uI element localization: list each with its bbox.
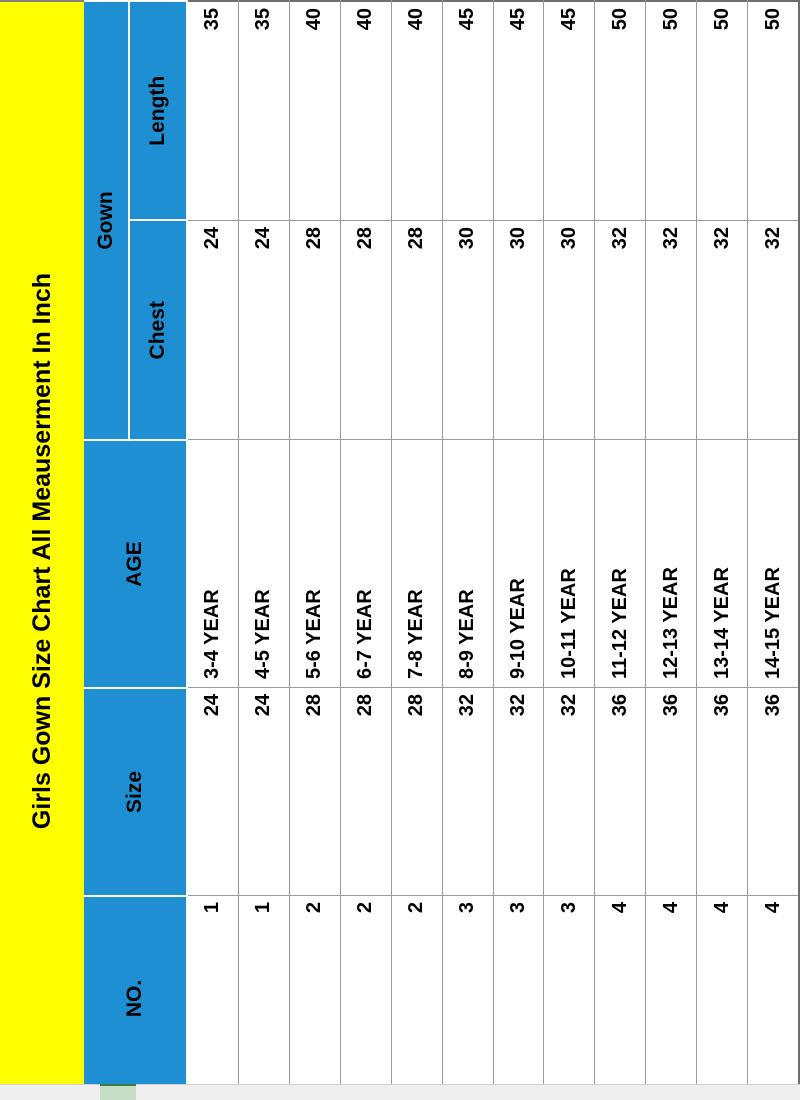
cell-size: 28 xyxy=(392,687,442,895)
cell-age: 6-7 YEAR xyxy=(341,439,391,687)
cell-no: 3 xyxy=(494,895,544,1100)
chart-title-band xyxy=(0,0,84,1100)
cell-no: 2 xyxy=(392,895,442,1100)
cell-age: 3-4 YEAR xyxy=(188,439,238,687)
cell-chest: 28 xyxy=(392,220,442,439)
cell-size: 36 xyxy=(748,687,798,895)
cell-chest: 32 xyxy=(697,220,747,439)
cell-age: 9-10 YEAR xyxy=(494,439,544,687)
cell-age: 14-15 YEAR xyxy=(748,439,798,687)
cell-size: 28 xyxy=(290,687,340,895)
cell-length: 50 xyxy=(748,0,798,220)
cell-length: 50 xyxy=(595,0,645,220)
cell-size: 36 xyxy=(595,687,645,895)
cell-age: 7-8 YEAR xyxy=(392,439,442,687)
cell-chest: 32 xyxy=(748,220,798,439)
table-row xyxy=(544,0,595,1100)
cell-length: 45 xyxy=(544,0,594,220)
cell-length: 40 xyxy=(341,0,391,220)
cell-age: 12-13 YEAR xyxy=(646,439,696,687)
cell-age: 10-11 YEAR xyxy=(544,439,594,687)
table-row xyxy=(392,0,443,1100)
cell-length: 35 xyxy=(239,0,289,220)
column-header-length: Length xyxy=(146,75,169,146)
cell-size: 32 xyxy=(443,687,493,895)
table-row xyxy=(646,0,697,1100)
cell-age: 13-14 YEAR xyxy=(697,439,747,687)
table-row xyxy=(748,0,800,1100)
cell-size: 24 xyxy=(188,687,238,895)
cell-length: 40 xyxy=(290,0,340,220)
table-row xyxy=(494,0,545,1100)
cell-no: 2 xyxy=(290,895,340,1100)
column-header-no: NO. xyxy=(84,895,186,1100)
column-group-label-gown: Gown xyxy=(84,2,130,439)
cell-length: 50 xyxy=(646,0,696,220)
table-row xyxy=(341,0,392,1100)
table-row xyxy=(443,0,494,1100)
column-group-subheaders xyxy=(130,2,186,439)
cell-chest: 30 xyxy=(544,220,594,439)
cell-no: 2 xyxy=(341,895,391,1100)
cell-chest: 32 xyxy=(595,220,645,439)
cell-size: 24 xyxy=(239,687,289,895)
sheet-tab-marker[interactable] xyxy=(100,1084,136,1100)
cell-length: 50 xyxy=(697,0,747,220)
cell-age: 5-6 YEAR xyxy=(290,439,340,687)
cell-size: 32 xyxy=(544,687,594,895)
cell-size: 36 xyxy=(646,687,696,895)
table-row xyxy=(697,0,748,1100)
cell-no: 3 xyxy=(443,895,493,1100)
cell-size: 32 xyxy=(494,687,544,895)
cell-length: 45 xyxy=(443,0,493,220)
cell-chest: 28 xyxy=(290,220,340,439)
cell-no: 3 xyxy=(544,895,594,1100)
cell-no: 1 xyxy=(239,895,289,1100)
column-header-chest: Chest xyxy=(130,220,186,440)
table-body xyxy=(188,0,800,1100)
cell-length: 45 xyxy=(494,0,544,220)
cell-chest: 32 xyxy=(646,220,696,439)
cell-size: 36 xyxy=(697,687,747,895)
table-row xyxy=(595,0,646,1100)
cell-age: 8-9 YEAR xyxy=(443,439,493,687)
cell-length: 35 xyxy=(188,0,238,220)
cell-no: 4 xyxy=(595,895,645,1100)
column-group-gown xyxy=(84,0,186,439)
cell-chest: 28 xyxy=(341,220,391,439)
table-row xyxy=(239,0,290,1100)
column-header-age: AGE xyxy=(84,439,186,687)
table-row xyxy=(188,0,239,1100)
cell-chest: 30 xyxy=(443,220,493,439)
cell-size: 28 xyxy=(341,687,391,895)
page-title: Girls Gown Size Chart All Meauserment In Inch xyxy=(27,272,56,830)
table-row xyxy=(290,0,341,1100)
cell-no: 4 xyxy=(748,895,798,1100)
cell-age: 4-5 YEAR xyxy=(239,439,289,687)
cell-chest: 24 xyxy=(188,220,238,439)
cell-chest: 30 xyxy=(494,220,544,439)
table-header-row xyxy=(84,0,188,1100)
cell-length: 40 xyxy=(392,0,442,220)
cell-no: 4 xyxy=(697,895,747,1100)
column-header-size: Size xyxy=(84,687,186,895)
cell-no: 4 xyxy=(646,895,696,1100)
cell-chest: 24 xyxy=(239,220,289,439)
cell-age: 11-12 YEAR xyxy=(595,439,645,687)
cell-no: 1 xyxy=(188,895,238,1100)
